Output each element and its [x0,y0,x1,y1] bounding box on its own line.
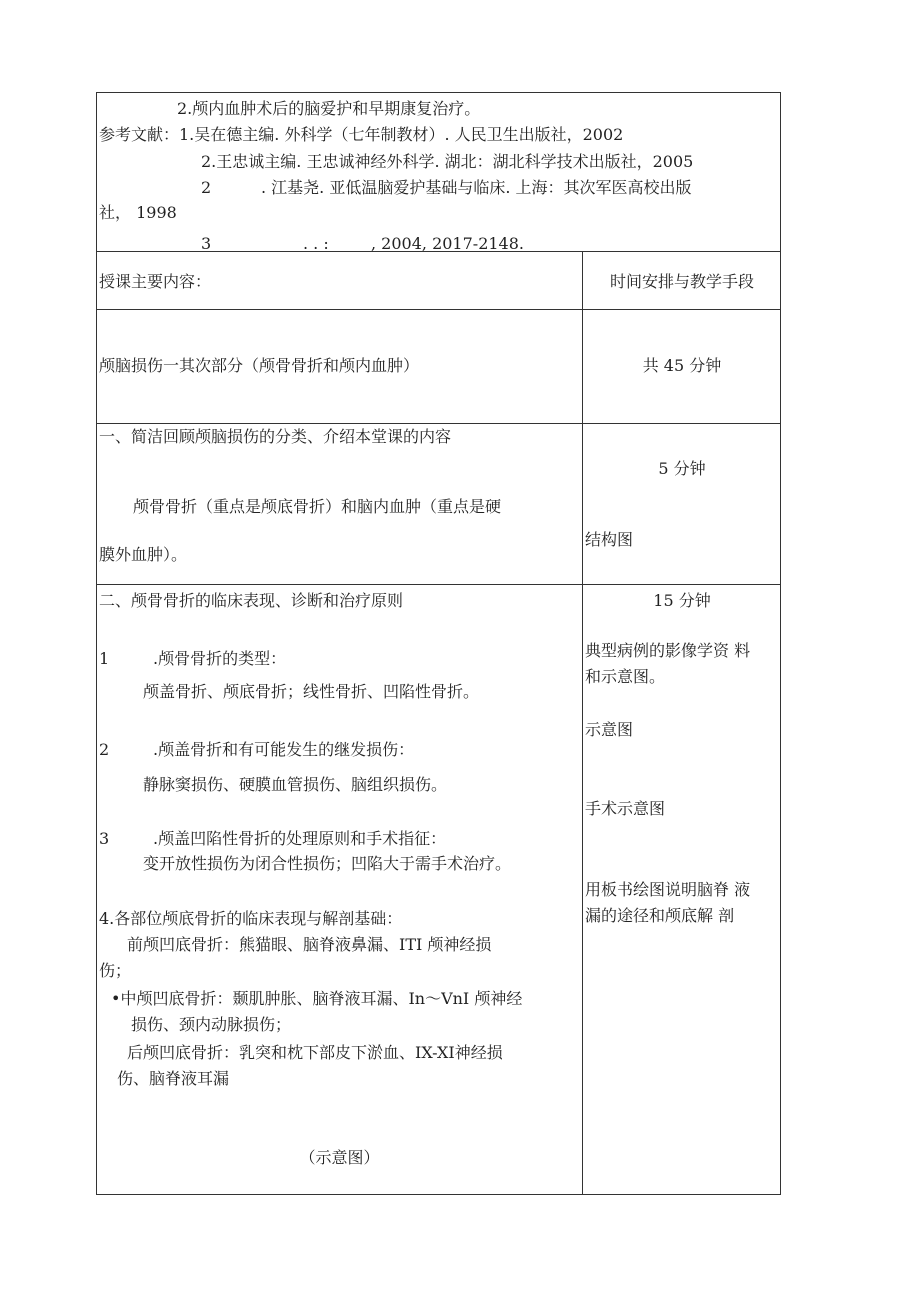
reference-4-number: 3 [201,234,212,253]
section-1-duration: 5 分钟 [658,459,706,478]
row-divider [97,423,780,424]
section-2-title: 二、颅骨骨折的临床表现、诊断和治疗原则 [99,591,404,610]
section-1-body-line-2: 膜外血肿）。 [99,545,188,564]
item-4-anterior-line-2: 伤； [99,961,132,980]
lesson-plan-table [96,92,781,1195]
recovery-line: 2.颅内血肿术后的脑爱护和早期康复治疗。 [177,99,481,118]
item-4-middle-line-1: •中颅凹底骨折：颞肌肿胀、脑脊液耳漏、In～VnI 颅神经 [111,989,523,1008]
reference-4: , 2004, 2017-2148. [371,234,524,253]
method-blackboard-line-2: 漏的途径和颅底解 剖 [585,906,735,925]
item-3-body: 变开放性损伤为闭合性损伤；凹陷大于需手术治疗。 [143,854,512,873]
reference-3: . 江基尧. 亚低温脑爱护基础与临床. 上海：其次军医高校出版 [261,178,692,197]
item-4-title: 4.各部位颅底骨折的临床表现与解剖基础： [99,909,403,928]
content-column-header: 授课主要内容： [99,272,212,291]
method-imaging-line-1: 典型病例的影像学资 料 [585,641,751,660]
item-2-number: 2 [99,740,110,759]
reference-3-number: 2 [201,178,212,197]
reference-3-continued: 社， 1998 [99,203,177,222]
method-imaging-line-2: 和示意图。 [585,667,666,686]
item-1-number: 1 [99,649,110,668]
schedule-column-header: 时间安排与教学手段 [609,272,754,291]
column-divider [582,251,583,1195]
reference-2: 2.王忠诚主编. 王忠诚神经外科学. 湖北：湖北科学技术出版社，2005 [201,152,694,171]
item-4-middle-line-2: 损伤、颈内动脉损伤； [131,1015,292,1034]
item-4-posterior-line-2: 伤、脑脊液耳漏 [117,1069,230,1088]
reference-1: 1.吴在德主编. 外科学（七年制教材）. 人民卫生出版社，2002 [179,125,624,144]
method-blackboard-line-1: 用板书绘图说明脑脊 液 [585,880,751,899]
section-1-title: 一、简洁回顾颅脑损伤的分类、介绍本堂课的内容 [99,427,452,446]
section-2-duration: 15 分钟 [653,591,711,610]
total-duration: 共 45 分钟 [642,356,722,375]
item-2-title: .颅盖骨折和有可能发生的继发损伤： [153,740,415,759]
item-2-body: 静脉窦损伤、硬膜血管损伤、脑组织损伤。 [143,775,448,794]
references-label: 参考文献： [99,125,180,144]
item-1-body: 颅盖骨折、颅底骨折；线性骨折、凹陷性骨折。 [143,682,480,701]
reference-4-source: . . : [303,234,329,253]
item-3-title: .颅盖凹陷性骨折的处理原则和手术指征： [153,829,447,848]
item-4-posterior-line-1: 后颅凹底骨折：乳突和枕下部皮下淤血、IX-XI神经损 [127,1043,503,1062]
figure-note: （示意图） [299,1148,380,1167]
row-divider [97,309,780,310]
method-surgery-diagram: 手术示意图 [585,799,666,818]
method-diagram: 示意图 [585,720,634,739]
item-4-anterior-line-1: 前颅凹底骨折：熊猫眼、脑脊液鼻漏、ITI 颅神经损 [127,935,492,954]
item-1-title: .颅骨骨折的类型： [153,649,287,668]
item-3-number: 3 [99,829,110,848]
lesson-topic: 颅脑损伤一其次部分（颅骨骨折和颅内血肿） [99,356,420,375]
section-1-body-line-1: 颅骨骨折（重点是颅底骨折）和脑内血肿（重点是硬 [133,497,502,516]
row-divider [97,584,780,585]
section-1-method: 结构图 [585,530,634,549]
